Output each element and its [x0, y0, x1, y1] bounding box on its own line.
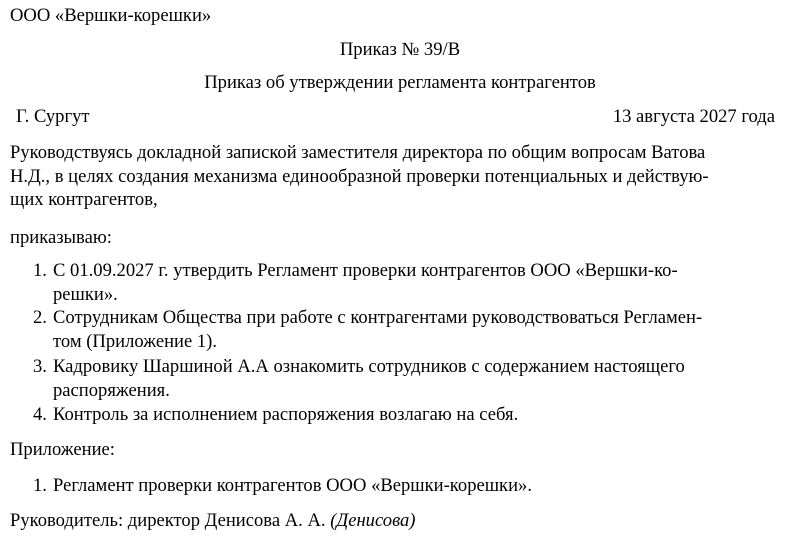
city: Г. Сургут — [16, 106, 90, 127]
order-title: Приказ об утверждении регламента контрагентов — [204, 72, 596, 93]
appendix-item-text: Регламент проверки контрагентов ООО «Вершки-корешки». — [53, 475, 532, 496]
order-item — [33, 259, 780, 306]
order-number: Приказ № 39/В — [339, 39, 461, 60]
preamble-text: Н.Д., в целях создания механизма единообразной проверки потенциальных и действую- — [10, 165, 709, 187]
preamble-paragraph — [10, 141, 780, 212]
preamble-text: Руководствуясь докладной запиской заместителя директора по общим вопросам Ватова — [10, 142, 706, 163]
signature-line — [10, 510, 780, 532]
order-item-text: Контроль за исполнением распоряжения возлагаю на себя. — [53, 404, 519, 425]
order-item — [33, 403, 780, 427]
appendix-label: Приложение: — [10, 439, 115, 460]
order-word: приказываю: — [10, 227, 112, 248]
order-date: 13 августа 2027 года — [612, 106, 775, 127]
city-date-row — [16, 106, 775, 128]
organization-name: ООО «Вершки-корешки» — [10, 5, 212, 26]
order-item-number: 1. — [33, 260, 47, 281]
order-item-text: С 01.09.2027 г. утвердить Регламент проверки контрагентов ООО «Вершки-ко- решки». — [53, 260, 678, 305]
order-item-number: 2. — [33, 307, 47, 328]
appendix-item-number: 1. — [33, 475, 47, 496]
order-item-text: Сотрудникам Общества при работе с контрагентами руководствоваться Регламен- том (Приложение 1). — [53, 307, 703, 352]
order-item — [33, 306, 780, 353]
order-item-text: Кадровику Шаршиной А.А ознакомить сотрудников с содержанием настоящего распоряжения. — [53, 356, 685, 401]
order-item-number: 3. — [33, 356, 47, 377]
signature-name: (Денисова) — [330, 510, 416, 531]
order-item — [33, 355, 780, 402]
appendix-item — [33, 474, 780, 498]
signature-label: Руководитель: директор Денисова А. А. — [10, 510, 326, 531]
preamble-text: щих контрагентов, — [10, 189, 158, 210]
order-item-number: 4. — [33, 404, 47, 425]
